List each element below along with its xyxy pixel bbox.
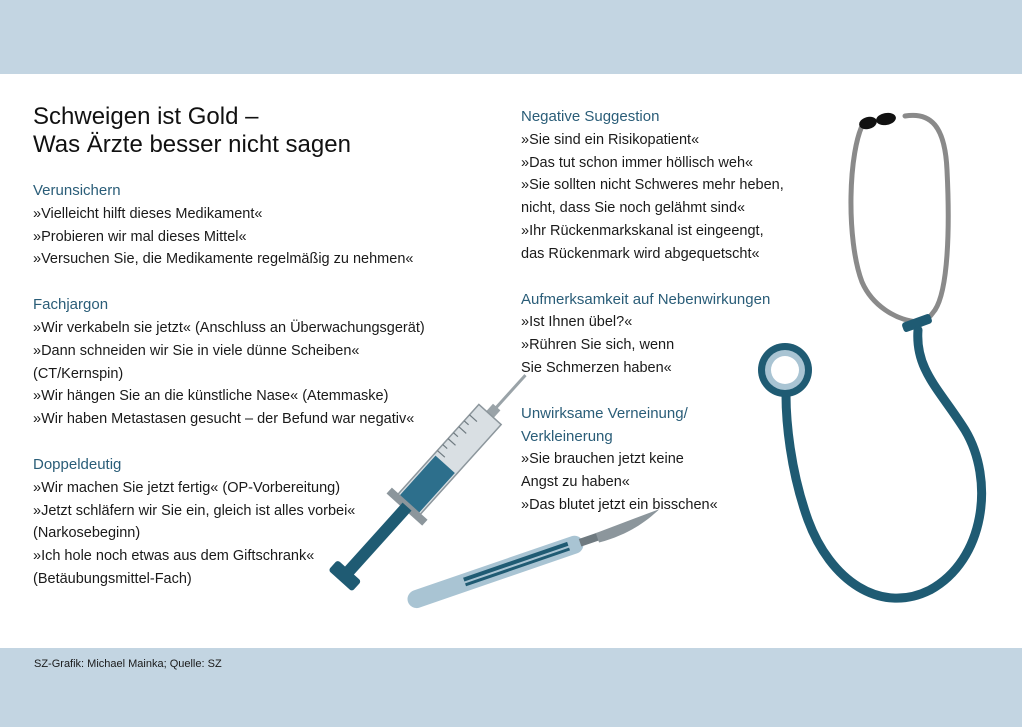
quote-line: das Rückenmark wird abgequetscht« [521, 245, 760, 262]
quote-line: Sie Schmerzen haben« [521, 359, 672, 376]
section-heading: Verkleinerung [521, 427, 613, 445]
right-column [521, 106, 821, 540]
title-line-1: Schweigen ist Gold – [33, 103, 259, 130]
quote-line: »Wir machen Sie jetzt fertig« (OP-Vorbereitung) [33, 479, 341, 496]
quote-line: »Wir haben Metastasen gesucht – der Befund war negativ« [33, 411, 415, 428]
source-credit: SZ-Grafik: Michael Mainka; Quelle: SZ [34, 658, 222, 670]
quote-line: »Wir hängen Sie an die künstliche Nase« (Atemmaske) [33, 388, 389, 405]
section [521, 403, 821, 517]
quote-line: (Betäubungsmittel-Fach) [33, 570, 192, 587]
quote-line: »Ihr Rückenmarkskanal ist eingeengt, [521, 222, 764, 239]
quote-line: »Vielleicht hilft dieses Medikament« [33, 205, 263, 222]
section [33, 180, 503, 271]
quote-line: »Das blutet jetzt ein bisschen« [521, 496, 718, 513]
quote-line: »Versuchen Sie, die Medikamente regelmäßig zu nehmen« [33, 251, 414, 268]
section [33, 294, 503, 431]
quote-line: (CT/Kernspin) [33, 365, 124, 382]
section-heading: Doppeldeutig [33, 455, 122, 473]
quote-line: »Sie sollten nicht Schweres mehr heben, [521, 177, 784, 194]
section-heading: Fachjargon [33, 296, 109, 314]
quote-line: »Wir verkabeln sie jetzt« (Anschluss an Überwachungsgerät) [33, 319, 425, 336]
quote-line: (Narkosebeginn) [33, 525, 141, 542]
quote-line: »Rühren Sie sich, wenn [521, 337, 675, 354]
quote-line: »Das tut schon immer höllisch weh« [521, 154, 754, 171]
quote-line: »Probieren wir mal dieses Mittel« [33, 228, 247, 245]
quote-line: nicht, dass Sie noch gelähmt sind« [521, 200, 746, 217]
quote-line: »Ich hole noch etwas aus dem Giftschrank« [33, 548, 315, 565]
section [521, 289, 821, 380]
section-heading: Negative Suggestion [521, 108, 660, 125]
quote-line: »Ist Ihnen übel?« [521, 314, 633, 331]
quote-line: »Dann schneiden wir Sie in viele dünne Scheiben« [33, 342, 360, 359]
title-line-2: Was Ärzte besser nicht sagen [33, 131, 351, 158]
quote-line: »Jetzt schläfern wir Sie ein, gleich ist alles vorbei« [33, 502, 356, 519]
section-heading: Aufmerksamkeit auf Nebenwirkungen [521, 290, 771, 308]
section-heading: Verunsichern [33, 182, 121, 199]
quote-line: Angst zu haben« [521, 474, 630, 491]
quote-line: »Sie brauchen jetzt keine [521, 451, 684, 468]
section-heading: Unwirksame Verneinung/ [521, 404, 688, 422]
section [33, 454, 503, 591]
section [521, 106, 821, 266]
left-column [33, 180, 503, 614]
quote-line: »Sie sind ein Risikopatient« [521, 131, 700, 148]
